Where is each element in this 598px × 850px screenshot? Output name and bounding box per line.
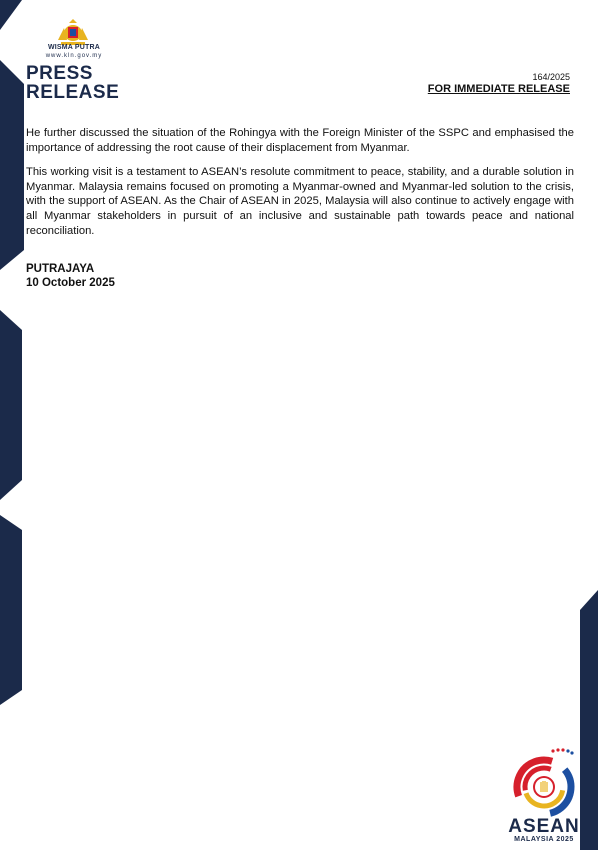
asean-wordmark: ASEAN xyxy=(508,816,580,837)
body-paragraph: He further discussed the situation of the Rohingya with the Foreign Minister of the SSPC and emphasised the importance of addressing the root cause of their displacement from Myanmar. xyxy=(26,127,574,154)
title-line-1: PRESS xyxy=(26,63,93,84)
title-line-2: RELEASE xyxy=(26,82,120,103)
dateline-place: PUTRAJAYA xyxy=(26,263,95,275)
asean-subtitle: MALAYSIA 2025 xyxy=(514,836,574,843)
ministry-website: www.kln.gov.my xyxy=(45,53,103,59)
release-type: FOR IMMEDIATE RELEASE xyxy=(427,83,570,95)
dateline-date: 10 October 2025 xyxy=(26,277,115,289)
asean-malaysia-2025-logo-icon xyxy=(508,745,580,819)
body-paragraph: This working visit is a testament to ASEAN’s resolute commitment to peace, stability, and a durable solution in Myanmar. Malaysia remains focused on promoting a Myanmar-owned and Myanmar-led solution to the crisis, with the support of ASEAN. As the Chair of ASEAN in 2025, Malaysia will also continue to actively engage with all Myanmar stakeholders in pursuit of an inclusive and sustainable path towards peace and national reconciliation. xyxy=(26,166,574,237)
press-release-title xyxy=(26,64,119,102)
press-release-body xyxy=(26,126,574,248)
reference-number: 164/2025 xyxy=(532,72,570,82)
ministry-name: WISMA PUTRA xyxy=(47,44,101,51)
